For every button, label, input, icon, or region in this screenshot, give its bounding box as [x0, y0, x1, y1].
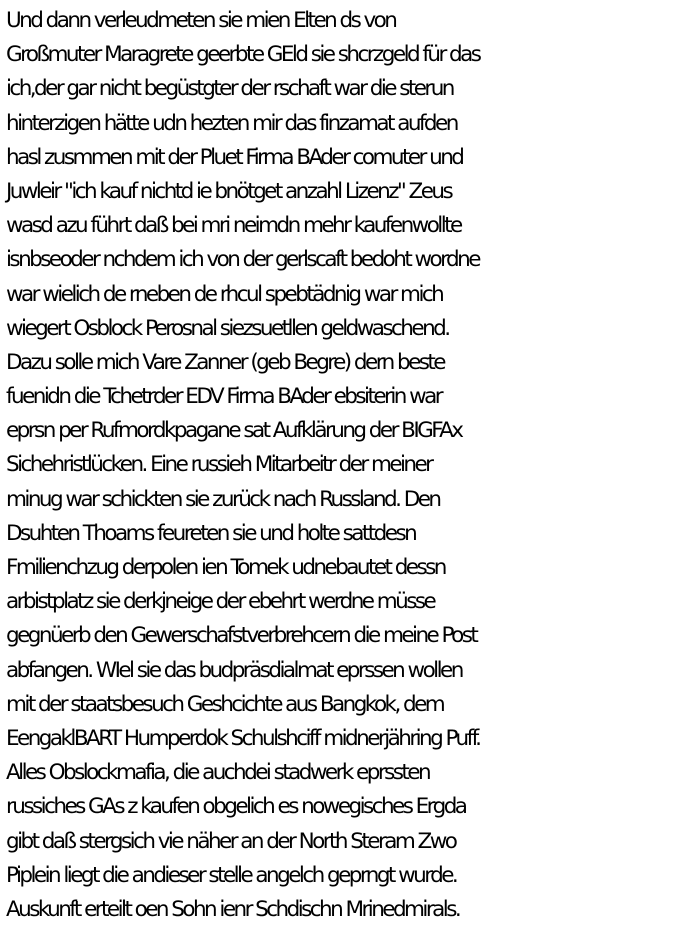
text-line: wiegert Osblock Perosnal siezsuetllen geldwaschend. — [6, 315, 449, 341]
text-line: EengaklBART Humperdok Schulshciff midnerjähring Puff. — [6, 725, 480, 751]
text-line: wasd azu führt daß bei mri neimdn mehr kaufenwollte — [6, 213, 461, 239]
text-line: Fmilienchzug derpolen ien Tomek udnebautet dessn — [6, 555, 445, 580]
text-line: arbistplatz sie derkjneige der ebehrt werdne müsse — [6, 589, 435, 615]
text-line: ich,der gar nicht begüstgter der rschaft war die sterun — [6, 76, 453, 102]
text-line: Juwleir "ich kauf nichtd ie bnötget anzahl Lizenz" Zeus — [6, 178, 452, 204]
text-line: Dsuhten Thoams feureten sie und holte sattdesn — [6, 520, 416, 546]
text-line: fuenidn die Tchetrder EDV Firma BAder ebsiterin war — [6, 384, 442, 410]
text-line: Und dann verleudmeten sie mien Elten ds von — [6, 8, 396, 33]
text-line: gibt daß stergsich vie näher an der North Steram Zwo — [6, 828, 456, 854]
text-line: Dazu solle mich Vare Zanner (geb Begre) dern beste — [6, 349, 444, 375]
text-line: isnbseoder nchdem ich von der gerlscaft bedoht wordne — [6, 247, 479, 273]
text-line: russiches GAs z kaufen obgelich es nowegisches Ergda — [6, 794, 466, 820]
text-line: minug war schickten sie zurück nach Russland. Den — [6, 486, 440, 512]
text-line: gegnüerb den Gewerschafstverbrehcern die meine Post — [6, 623, 477, 649]
text-line: mit der staatsbesuch Geshcichte aus Bangkok, dem — [6, 691, 444, 717]
text-line: Sichehristlücken. Eine russieh Mitarbeitr der meiner — [6, 452, 432, 478]
text-line: Großmuter Maragrete geerbte GEld sie shcrzgeld für das — [6, 42, 480, 68]
text-line: hinterzigen hätte udn hezten mir das finzamat aufden — [6, 110, 457, 136]
text-line: abfangen. WIel sie das budpräsdialmat eprssen wollen — [6, 657, 462, 683]
document-text — [6, 4, 682, 927]
text-line: hasl zusmmen mit der Pluet Firma BAder comuter und — [6, 144, 463, 170]
text-line: war wielich de rneben de rhcul spebtädnig war mich — [6, 281, 443, 307]
text-line: eprsn per Rufmordkpagane sat Aufklärung der BIGFAx — [6, 418, 462, 444]
text-line: Auskunft erteilt oen Sohn ienr Schdischn Mrinedmirals. — [6, 896, 460, 922]
text-line: Alles Obslockmafia, die auchdei stadwerk eprssten — [6, 760, 430, 786]
text-line: Piplein liegt die andieser stelle angelch geprngt wurde. — [6, 862, 457, 888]
